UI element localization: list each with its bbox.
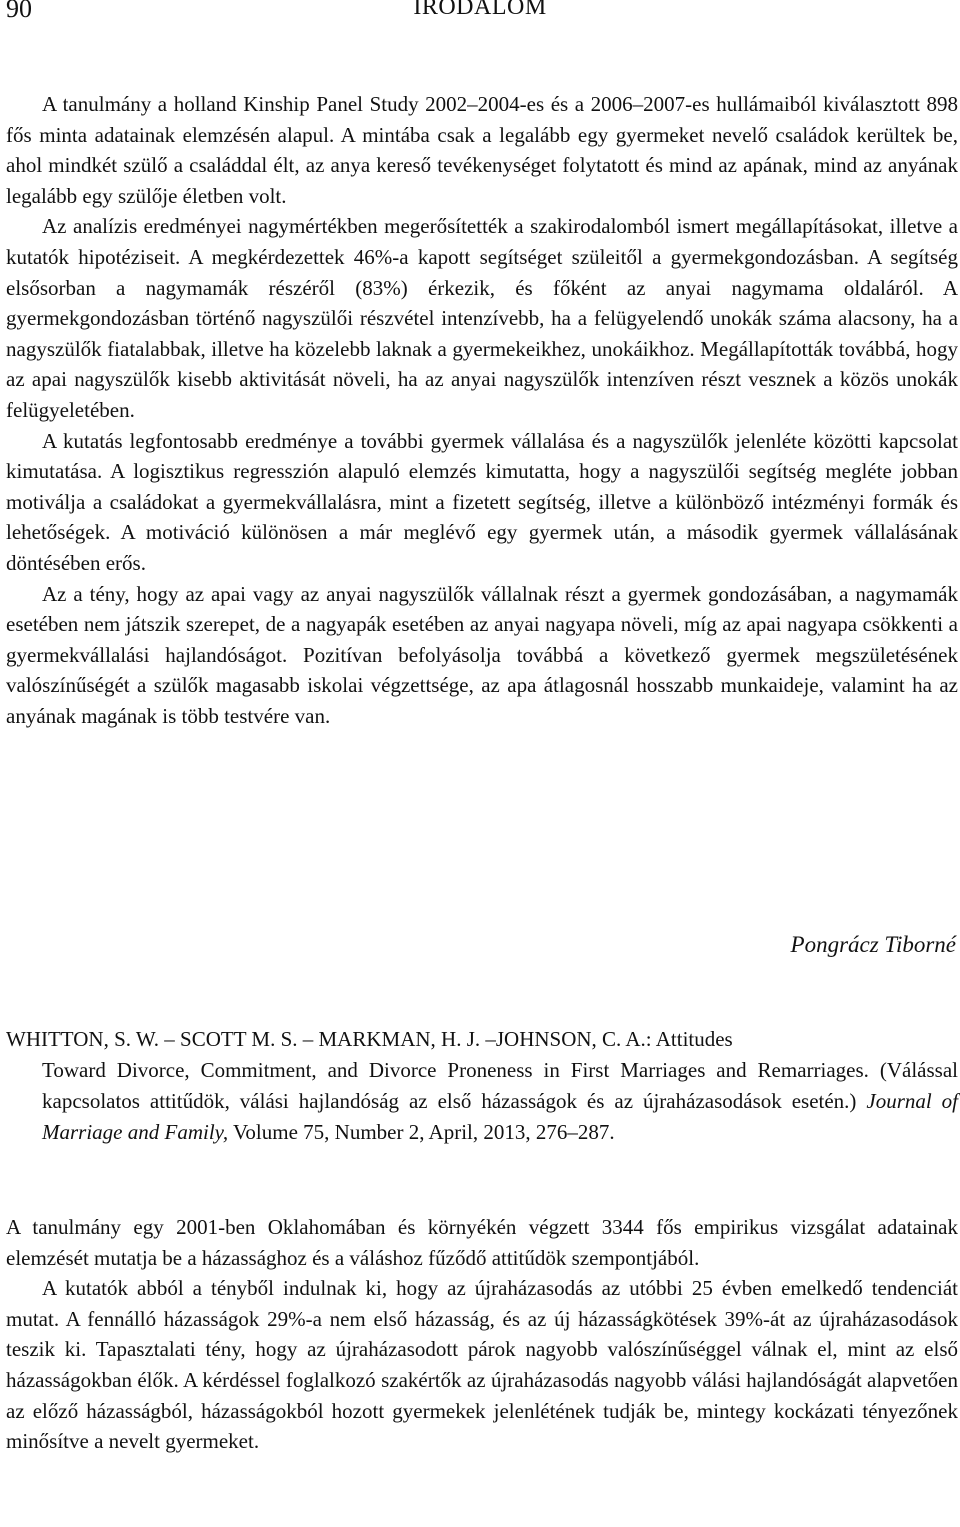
review-1-paragraph-3: A kutatás legfontosabb eredménye a további gyermek vállalása és a nagyszülők jelenléte közötti kapcsolat kimutatása. A logisztikus regresszión alapuló elemzés kimutatta, hogy a nagyszülői segítség megléte jobban motiválja a családokat a gyermekvállalásra, mint a fizetett segítség, illetve a különböző intézményi formák és lehetőségek. A motiváció különösen a már meglévő egy gyermek után, a második gyermek vállalásának döntésében erős. [6, 428, 958, 575]
running-title: IRODALOM [413, 0, 547, 20]
page-number: 90 [6, 0, 32, 23]
reviewer-signature: Pongrácz Tiborné [790, 932, 956, 957]
citation-first-line [6, 1024, 958, 1055]
citation-title: Toward Divorce, Commitment, and Divorce Proneness in First Marriages and Remarriages. (Válással kapcsolatos attitűdök, válási hajlandóság az első házasságok és az újraházasodások esetén.) [42, 1058, 958, 1113]
citation-title-start: Attitudes [655, 1027, 733, 1051]
page-header [0, 0, 960, 34]
citation-continuation [6, 1055, 958, 1148]
bibliographic-citation [6, 1024, 958, 1148]
citation-journal: Journal of Marriage and Family, [42, 1089, 958, 1144]
review-2-paragraph-2: A kutatók abból a tényből indulnak ki, hogy az újraházasodás az utóbbi 25 évben emelkedő tendenciát mutat. A fennálló házasságok 29%-a nem első házasság, és az új házasságkötések 39%-át az újraházasodások teszik ki. Tapasztalati tény, hogy az újraházasodott párok nagyobb valószínűséggel válnak el, mint az első házasságokban élők. A kérdéssel foglalkozó szakértők az újraházasodás nagyobb válási hajlandóságát alapvetően az előző házasságból, házasságokból hozott gyermekek jelenlétének tudják be, mintegy kockázati tényezőnek minősítve a nevelt gyermeket. [6, 1276, 958, 1454]
citation-authors: WHITTON, S. W. – SCOTT M. S. – MARKMAN, H. J. –JOHNSON, C. A.: [6, 1027, 652, 1051]
review-1-paragraph-1: A tanulmány a holland Kinship Panel Study 2002–2004-es és a 2006–2007-es hullámaiból kiválasztott 898 fős minta adatainak elemzésén alapul. A mintába csak a legalább egy gyermeket nevelő családok kerültek be, ahol mindkét szülő a családdal élt, az anya kereső tevékenységet folytatott és mind az apának, mind az anyának legalább egy szülője életben volt. [6, 92, 958, 208]
review-1-paragraph-2: Az analízis eredményei nagymértékben megerősítették a szakirodalomból ismert megállapításokat, illetve a kutatók hipotéziseit. A megkérdezettek 46%-a kapott segítséget szüleitől a gyermekgondozásban. A segítség elsősorban a nagymamák részéről (83%) érkezik, és főként az anyai nagymama oldaláról. A gyermekgondozásban történő nagyszülői részvétel intenzívebb, ha a felügyelendő unokák száma alacsony, ha a nagyszülők fiatalabbak, illetve ha közelebb laknak a gyermekeikhez, unokáikhoz. Megállapították továbbá, hogy az apai nagyszülők kisebb aktivitását növeli, ha az anyai nagyszülők intenzíven részt vesznek a közös unokák felügyeletében. [6, 214, 958, 422]
review-2-body [6, 1212, 958, 1457]
review-2-paragraph-1: A tanulmány egy 2001-ben Oklahomában és környékén végzett 3344 fős empirikus vizsgálat adatainak elemzését mutatja be a házassághoz és a váláshoz fűződő attitűdök szempontjából. [6, 1215, 958, 1270]
citation-details: Volume 75, Number 2, April, 2013, 276–287. [232, 1120, 615, 1144]
review-1-body [6, 89, 958, 731]
review-1-paragraph-4: Az a tény, hogy az apai vagy az anyai nagyszülők vállalnak részt a gyermek gondozásában, a nagymamák esetében nem játszik szerepet, de a nagyapák esetében az anyai nagyapa növeli, míg az apai nagyapa csökkenti a gyermekvállalási hajlandóságot. Pozitívan befolyásolja továbbá a következő gyermek megszületésének valószínűségét a szülők magasabb iskolai végzettsége, az apa átlagosnál hosszabb munkaideje, valamint ha az anyának magának is több testvére van. [6, 581, 958, 728]
